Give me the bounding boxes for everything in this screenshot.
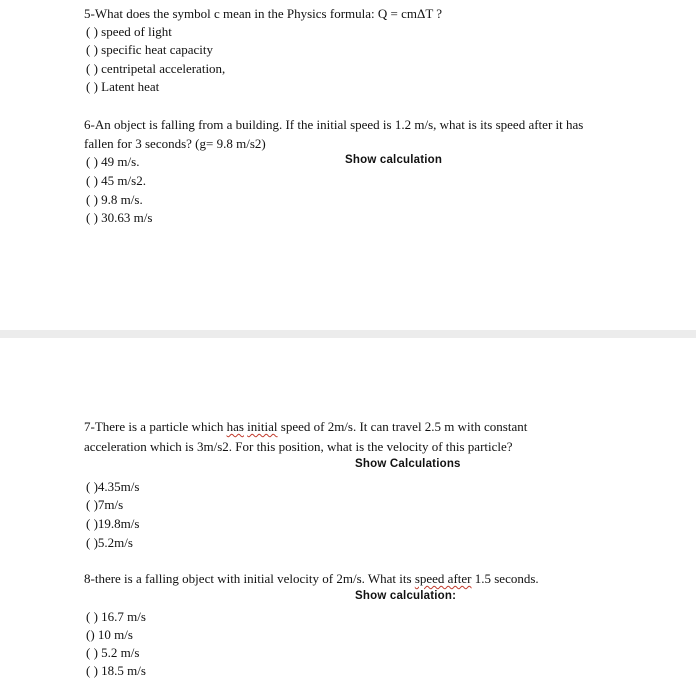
- q5-option-a[interactable]: ( ) speed of light: [86, 24, 172, 39]
- q6-option-d[interactable]: ( ) 30.63 m/s: [86, 210, 153, 225]
- q8-question: [84, 571, 539, 587]
- worksheet-page-1: [0, 0, 696, 330]
- q7-line1-post: speed of 2m/s. It can travel 2.5 m with constant: [277, 419, 528, 434]
- q7-show-calculations: Show Calculations: [355, 458, 461, 470]
- q7-option-a[interactable]: ( )4.35m/s: [86, 479, 140, 494]
- q7-line1-underlined-has: has: [226, 419, 244, 434]
- q8-option-b[interactable]: () 10 m/s: [86, 627, 133, 642]
- q5-option-b[interactable]: ( ) specific heat capacity: [86, 42, 214, 57]
- q8-question-post: 1.5 seconds.: [471, 571, 539, 586]
- q6-question-line2: fallen for 3 seconds? (g= 9.8 m/s2): [84, 136, 266, 151]
- q7-line1-underlined-initial: initial: [247, 419, 278, 434]
- q7-option-c[interactable]: ( )19.8m/s: [86, 516, 140, 531]
- q8-show-calculation: Show calculation:: [355, 590, 457, 602]
- q8-question-underlined: speed after: [414, 571, 472, 586]
- q6-option-c[interactable]: ( ) 9.8 m/s.: [86, 192, 143, 207]
- q7-line1-pre: 7-There is a particle which: [84, 419, 227, 434]
- worksheet-page-2: [0, 338, 696, 682]
- q5-option-c[interactable]: ( ) centripetal acceleration,: [86, 61, 226, 76]
- q8-option-c[interactable]: ( ) 5.2 m/s: [86, 645, 140, 660]
- q7-option-b[interactable]: ( )7m/s: [86, 497, 124, 512]
- q7-option-d[interactable]: ( )5.2m/s: [86, 535, 133, 550]
- q8-option-a[interactable]: ( ) 16.7 m/s: [86, 609, 146, 624]
- q7-question-line1: [84, 419, 527, 435]
- q8-question-pre: 8-there is a falling object with initial velocity of 2m/s. What its: [84, 571, 415, 586]
- page-separator: [0, 330, 696, 338]
- q8-option-d[interactable]: ( ) 18.5 m/s: [86, 663, 146, 678]
- q5-question: 5-What does the symbol c mean in the Physics formula: Q = cmΔT ?: [84, 6, 443, 21]
- q6-option-a[interactable]: ( ) 49 m/s.: [86, 154, 140, 169]
- q7-question-line2: acceleration which is 3m/s2. For this position, what is the velocity of this particle?: [84, 439, 513, 454]
- q5-option-d[interactable]: ( ) Latent heat: [86, 79, 160, 94]
- q6-show-calculation: Show calculation: [345, 154, 443, 166]
- q6-option-b[interactable]: ( ) 45 m/s2.: [86, 173, 146, 188]
- q6-question-line1: 6-An object is falling from a building. If the initial speed is 1.2 m/s, what is its speed after it has: [84, 117, 584, 132]
